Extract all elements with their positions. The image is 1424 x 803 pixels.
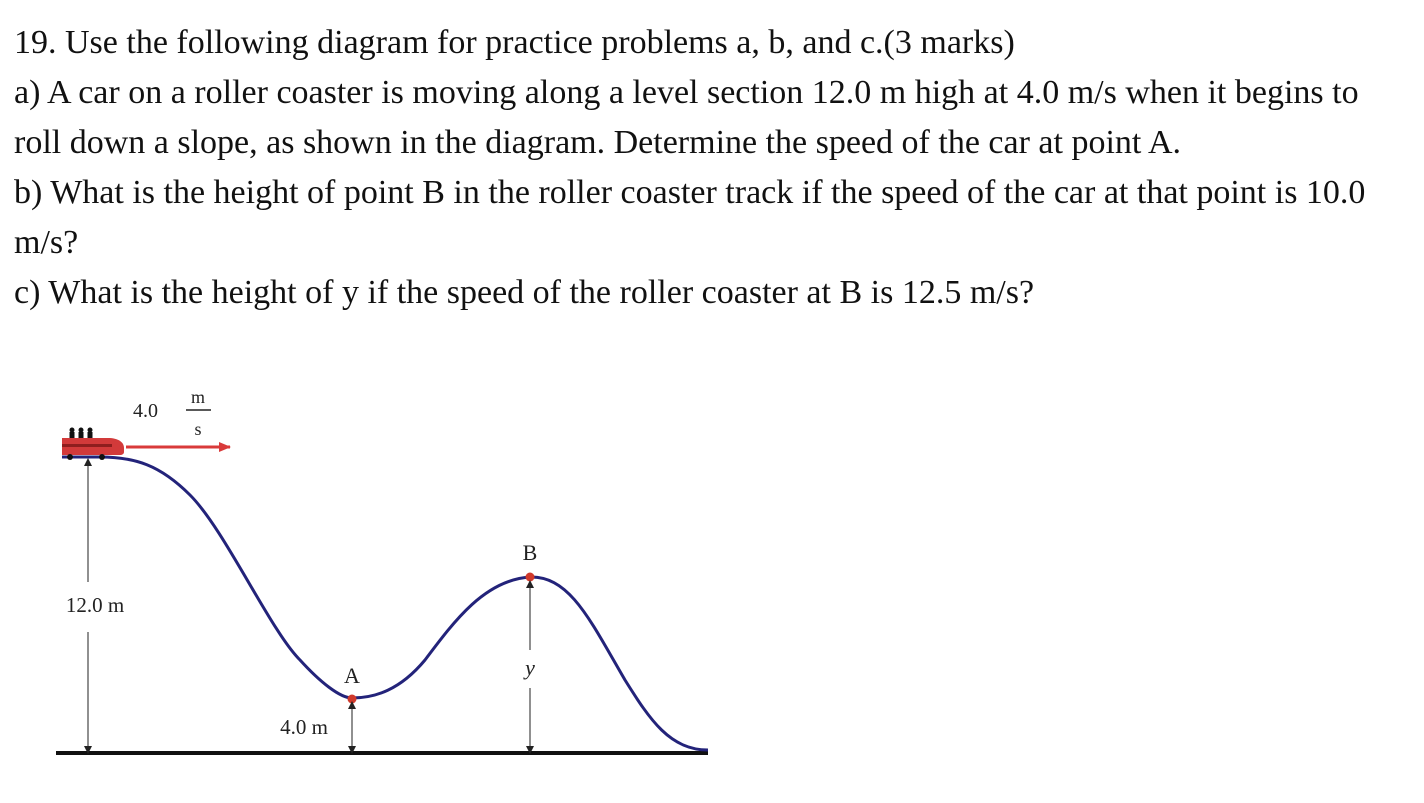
question-part-b: b) What is the height of point B in the roller coaster track if the speed of the car at that point is 10.0 m/s?	[14, 174, 1366, 261]
roller-coaster-car	[62, 428, 124, 461]
speed-value-label: 4.0	[133, 400, 158, 422]
height-b-label: y	[525, 655, 535, 680]
question-header: 19. Use the following diagram for practice problems a, b, and c.(3 marks)	[14, 24, 1015, 61]
passengers	[70, 428, 93, 439]
question-part-c: c) What is the height of y if the speed of the roller coaster at B is 12.5 m/s?	[14, 274, 1035, 311]
roller-coaster-diagram	[0, 370, 730, 770]
roller-coaster-track	[62, 457, 708, 750]
height-a-label: 4.0 m	[280, 715, 328, 739]
question-part-a: a) A car on a roller coaster is moving along a level section 12.0 m high at 4.0 m/s when it begins to roll down a slope, as shown in the diagram. Determine the speed of the car at point A.	[14, 74, 1359, 161]
point-b-marker	[526, 573, 535, 582]
speed-unit-numerator: m	[190, 387, 206, 407]
height-start-label: 12.0 m	[65, 593, 125, 617]
question-text	[14, 18, 1409, 318]
point-a-label: A	[344, 663, 360, 688]
point-b-label: B	[522, 540, 538, 565]
speed-unit-denominator: s	[194, 419, 202, 439]
point-a-marker	[348, 695, 357, 704]
